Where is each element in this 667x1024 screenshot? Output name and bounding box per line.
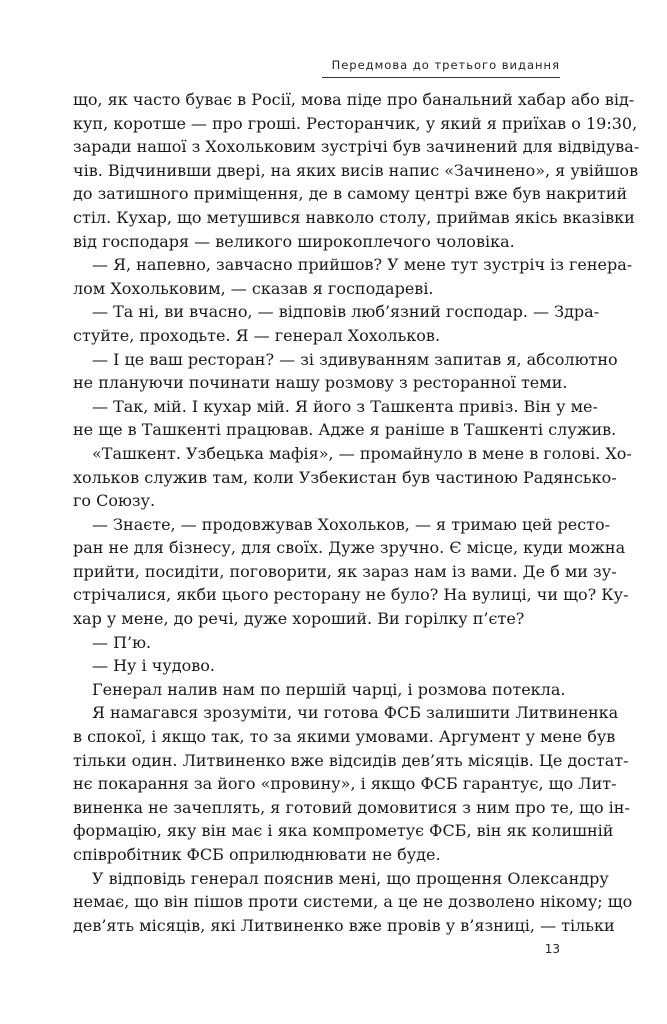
text-line: від господаря — великого широкоплечого чоловіка. <box>73 231 515 251</box>
text-line: стрічалися, якби цього ресторану не було? На вулиці, чи що? Ку- <box>73 585 629 605</box>
text-line: дев’ять місяців, які Литвиненко вже провів у в’язниці, — тільки <box>73 915 615 935</box>
text-line: тільки один. Литвиненко вже відсидів дев’ять місяців. Це достат- <box>73 750 629 770</box>
text-line: Я намагався зрозуміти, чи готова ФСБ залишити Литвиненка <box>92 703 619 723</box>
text-line: стіл. Кухар, що метушився навколо столу, приймав якісь вказівки <box>73 207 635 227</box>
text-line: У відповідь генерал пояснив мені, що прощення Олександру <box>92 868 609 888</box>
text-line: лом Хохольковим, — сказав я господареві. <box>73 278 434 298</box>
text-line: — Я, напевно, завчасно прийшов? У мене тут зустріч із генера- <box>92 255 633 275</box>
body-text <box>73 88 640 937</box>
text-line: що, як часто буває в Росії, мова піде про банальний хабар або від- <box>73 90 635 109</box>
text-line: Генерал налив нам по першій чарці, і розмова потекла. <box>92 679 566 699</box>
text-line: — Знаєте, — продовжував Хохольков, — я тримаю цей ресто- <box>92 514 611 534</box>
header-rule <box>322 77 560 78</box>
text-line: хар у мене, до речі, дуже хороший. Ви горілку п’єте? <box>73 609 525 629</box>
text-line: ран не для бізнесу, для своїх. Дуже зручно. Є місце, куди можна <box>73 538 626 558</box>
text-line: співробітник ФСБ оприлюднювати не буде. <box>73 845 441 864</box>
page-number: 13 <box>544 942 560 956</box>
text-line: хольков служив там, коли Узбекистан був частиною Радянсько- <box>73 467 617 487</box>
text-line: виненка не зачеплять, я готовий домовитися з ним про те, що ін- <box>73 797 630 817</box>
text-line: стуйте, проходьте. Я — генерал Хохольков. <box>73 325 441 345</box>
text-line: куп, коротше — про гроші. Ресторанчик, у який я приїхав о 19:30, <box>73 113 638 133</box>
text-line: го Союзу. <box>73 491 156 511</box>
text-line: — Так, мій. І кухар мій. Я його з Ташкента привіз. Він у ме- <box>92 396 598 416</box>
text-line: не ще в Ташкенті працював. Адже я раніше в Ташкенті служив. <box>73 420 617 440</box>
text-line: заради нашої з Хохольковим зустрічі був зачинений для відвідува- <box>73 137 640 157</box>
text-line: прийти, посидіти, поговорити, як зараз нам із вами. Де б ми зу- <box>73 561 617 581</box>
text-line: чів. Відчинивши двері, на яких висів напис «Зачинено», я увійшов <box>73 160 639 180</box>
text-line: — П’ю. <box>92 632 152 652</box>
text-line: в спокої, і якщо так, то за якими умовами. Аргумент у мене був <box>73 727 616 747</box>
text-line: нє покарання за його «провину», і якщо ФСБ гарантує, що Лит- <box>73 774 617 794</box>
text-line: — Та ні, ви вчасно, — відповів люб’язний господар. — Здра- <box>92 302 600 322</box>
text-line: формацію, яку він має і яка компрометує ФСБ, він як колишній <box>73 821 614 841</box>
text-line: «Ташкент. Узбецька мафія», — промайнуло в мене в голові. Хо- <box>92 443 632 463</box>
text-line: до затишного приміщення, де в самому центрі вже був накритий <box>73 184 628 204</box>
text-line: — Ну і чудово. <box>92 656 215 676</box>
text-line: не плануючи починати нашу розмову з ресторанної теми. <box>73 373 568 393</box>
text-line: — І це ваш ресторан? — зі здивуванням запитав я, абсолютно <box>92 349 618 369</box>
running-head: Передмова до третього видання <box>331 58 560 72</box>
text-line: немає, що він пішов проти системи, а це не дозволено нікому; що <box>73 892 633 912</box>
